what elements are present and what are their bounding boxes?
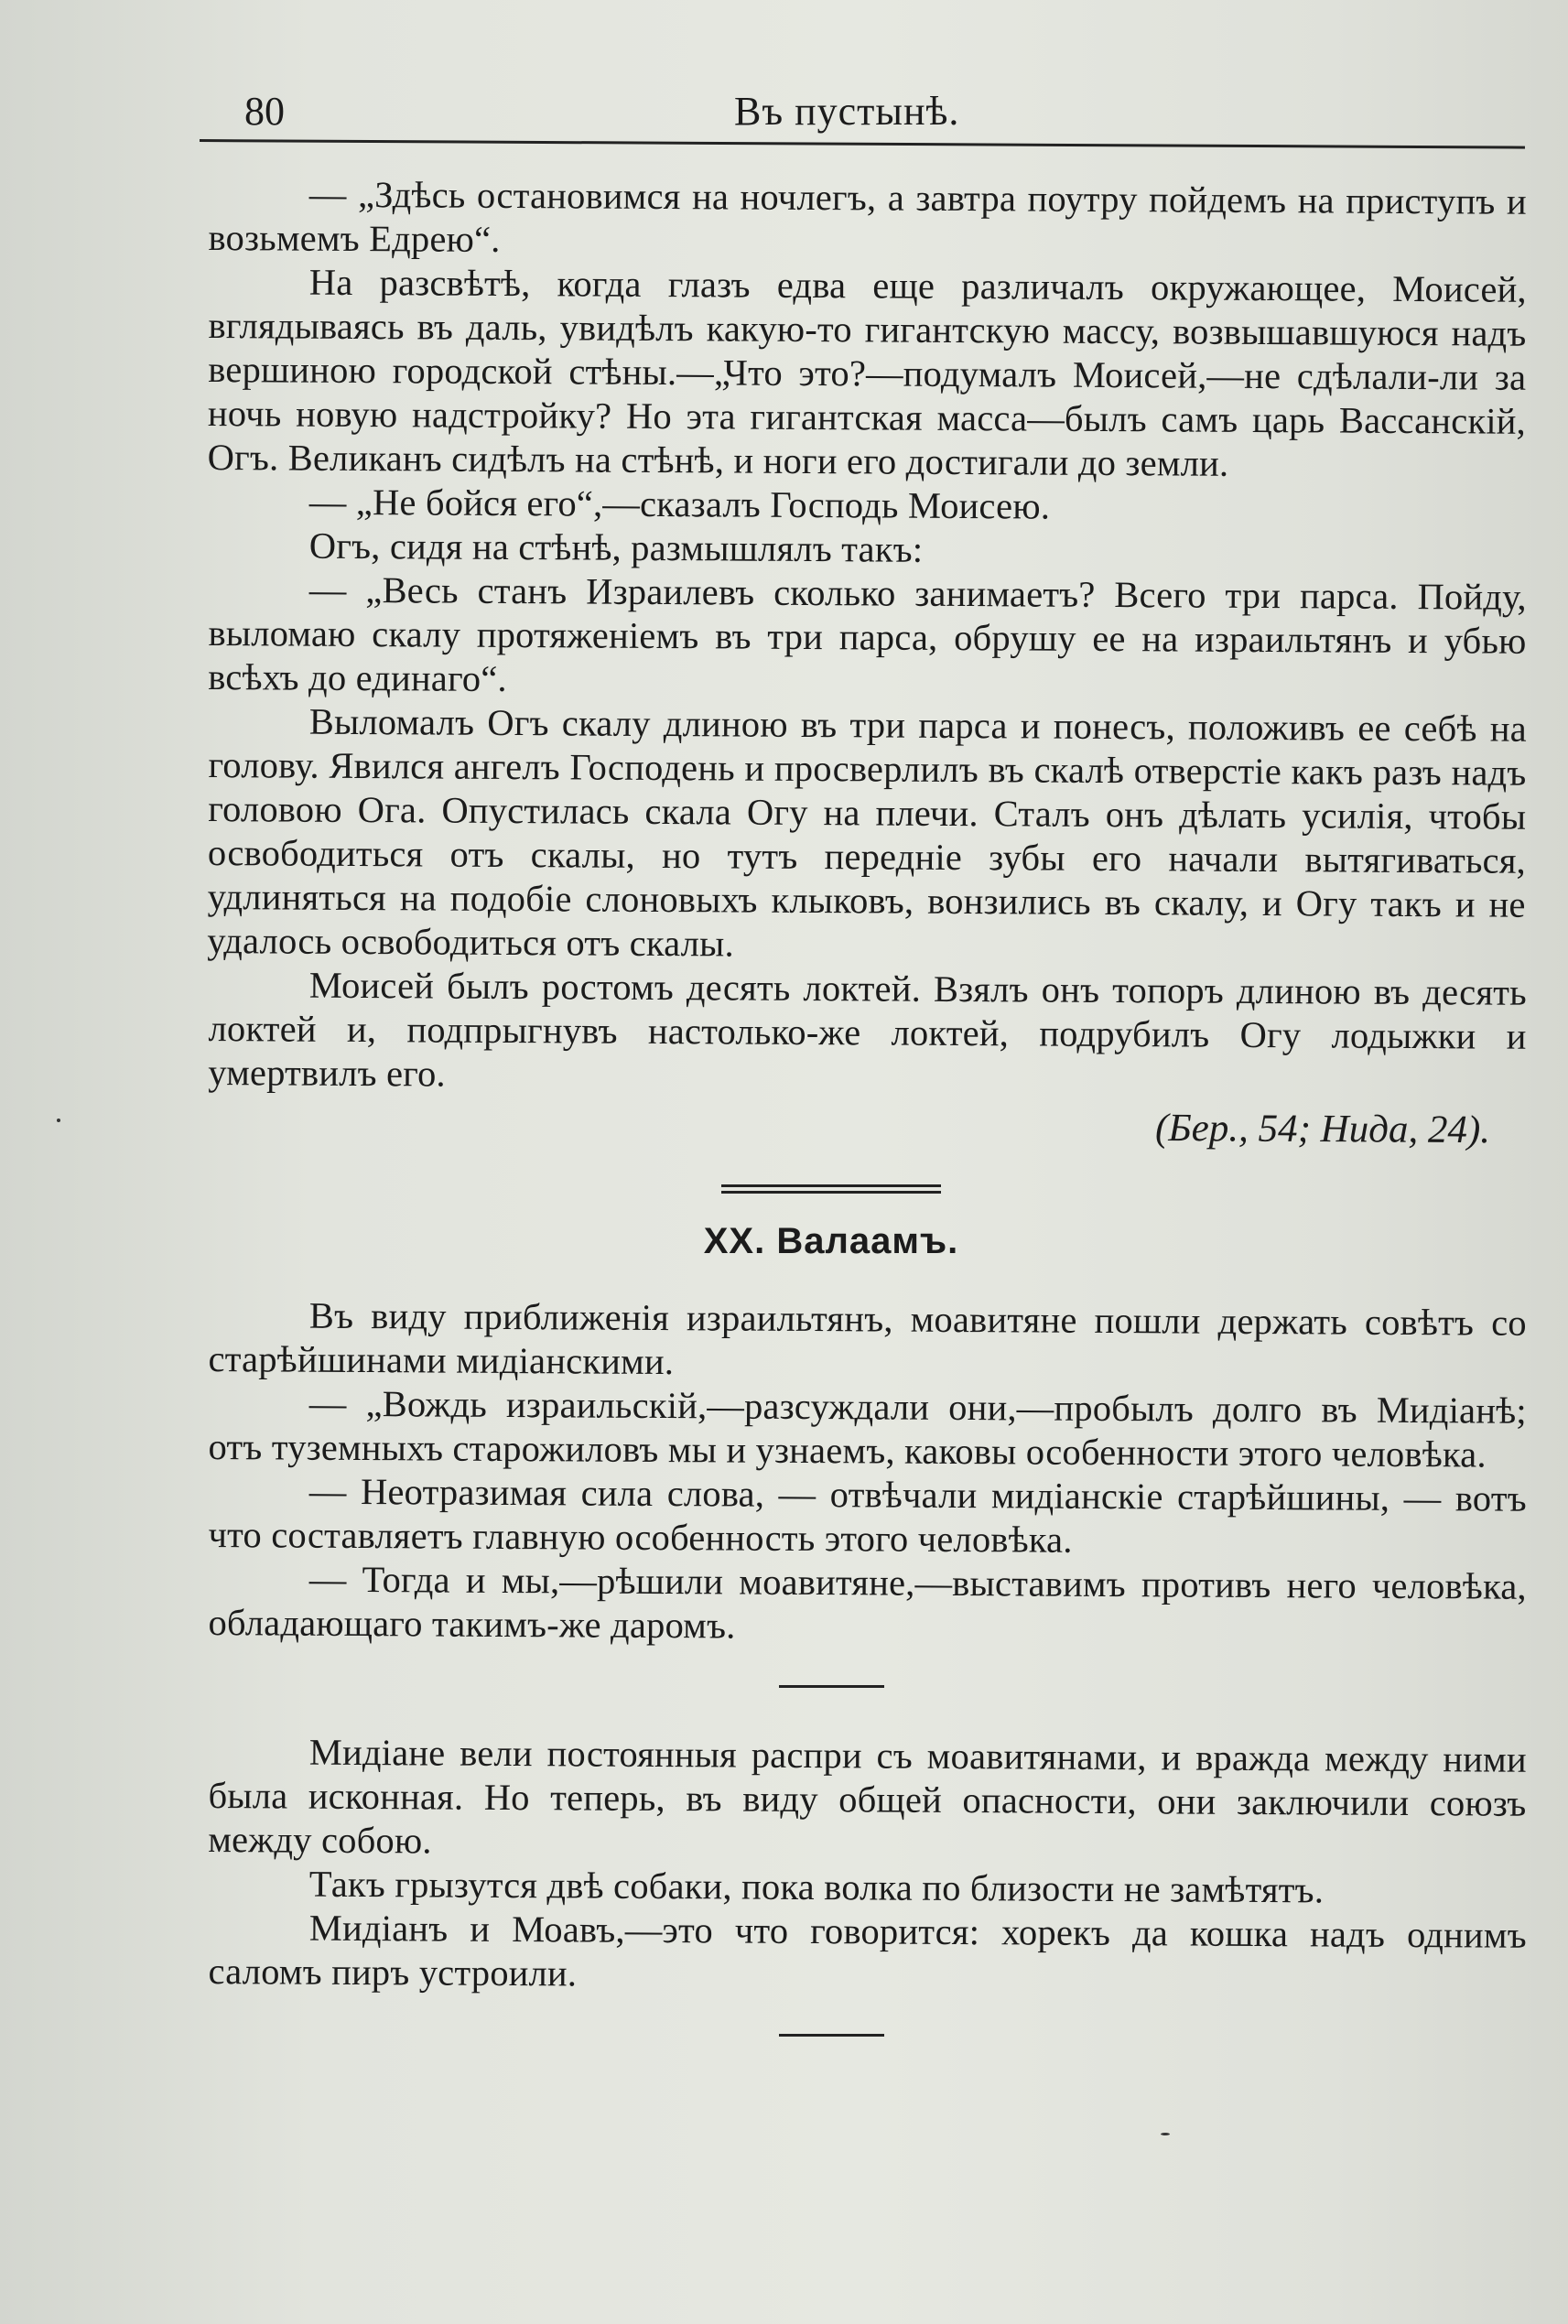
section-divider-double (721, 1184, 941, 1194)
section-alliance (209, 1730, 1527, 1994)
paragraph: Огъ, сидя на стѣнѣ, размышлялъ такъ: (308, 524, 924, 570)
section-balaam-council (209, 1293, 1527, 1645)
page-body (209, 172, 1527, 2079)
chapter-title: XX. Валаамъ. (703, 1221, 959, 1261)
paragraph: — Тогда и мы,—рѣшили моавитяне,—выставимъ противъ него человѣка, обладающаго такимъ-же даромъ. (208, 1558, 1527, 1647)
paragraph: — „Здѣсь остановимся на ночлегъ, а завтра поутру пойдемъ на приступъ и возьмемъ Едрею“. (208, 173, 1527, 260)
paragraph: Выломалъ Огъ скалу длиною въ три парса и понесъ, положивъ ее себѣ на голову. Явился ангелъ Господень и просверлилъ въ скалѣ отверстіе какъ разъ надъ головою Ога. Опустилась скала Огу на плечи. Сталъ онъ дѣлать усилія, чтобы освободиться отъ скалы, но тутъ передніе зубы его начали вытягиваться, удлиняться на подобіе слоновыхъ клыковъ, вонзились въ скалу, и Огу такъ и не удалось освободиться отъ скалы. (207, 700, 1527, 965)
paragraph: Мидіане вели постоянныя распри съ моавитянами, и вражда между ними была исконная. Но теперь, въ виду общей опасности, они заключили союзъ между собою. (208, 1731, 1527, 1862)
section-divider-end (779, 2034, 884, 2037)
paper-speck (1161, 2133, 1170, 2135)
paragraph: На разсвѣтѣ, когда глазъ едва еще различалъ окружающее, Моисей, вглядываясь въ даль, увидѣлъ какую-то гигантскую массу, возвышавшуюся надъ вершиною городской стѣны.—„Что это?—подумалъ Моисей,—не сдѣлали-ли за ночь новую надстройку? Но эта гигантская масса—былъ самъ царь Вассанскій, Огъ. Великанъ сидѣлъ на стѣнѣ, и ноги его достигали до земли. (207, 261, 1527, 484)
paragraph: — „Не бойся его“,—сказалъ Господь Моисею. (308, 481, 1051, 527)
page-header (203, 81, 1521, 135)
page-number: 80 (244, 89, 285, 134)
paragraph: Моисей былъ ростомъ десять локтей. Взялъ онъ топоръ длиною въ десять локтей и, подпрыгнувъ настолько-же локтей, подрубилъ Огу лодыжки и умертвилъ его. (208, 964, 1527, 1095)
section-divider (779, 1685, 884, 1688)
paper-speck (57, 1119, 60, 1122)
paragraph: Мидіанъ и Моавъ,—это что говорится: хорекъ да кошка надъ однимъ саломъ пиръ устроили. (208, 1907, 1527, 1994)
citation: (Бер., 54; Нида, 24). (1154, 1106, 1491, 1152)
paragraph: — „Вождь израильскій,—разсуждали они,—пробылъ долго въ Мидіанѣ; отъ туземныхъ старожиловъ мы и узнаемъ, каковы особенности этого человѣка. (208, 1382, 1527, 1475)
running-title: Въ пустынѣ. (734, 89, 960, 134)
paragraph: Такъ грызутся двѣ собаки, пока волка по близости не замѣтятъ. (308, 1863, 1325, 1911)
paragraph: — „Весь станъ Израилевъ сколько занимаетъ? Всего три парса. Пойду, выломаю скалу протяженіемъ въ три парса, обрушу ее на израильтянъ и убью всѣхъ до единаго“. (208, 568, 1527, 699)
section-og (209, 172, 1527, 1150)
paragraph: Въ виду приближенія израильтянъ, моавитяне пошли держать совѣтъ со старѣйшинами мидіанскими. (208, 1294, 1527, 1383)
header-rule (200, 139, 1525, 149)
paragraph: — Неотразимая сила слова, — отвѣчали мидіанскіе старѣйшины, — вотъ что составляетъ главную особенность этого человѣка. (208, 1470, 1527, 1561)
